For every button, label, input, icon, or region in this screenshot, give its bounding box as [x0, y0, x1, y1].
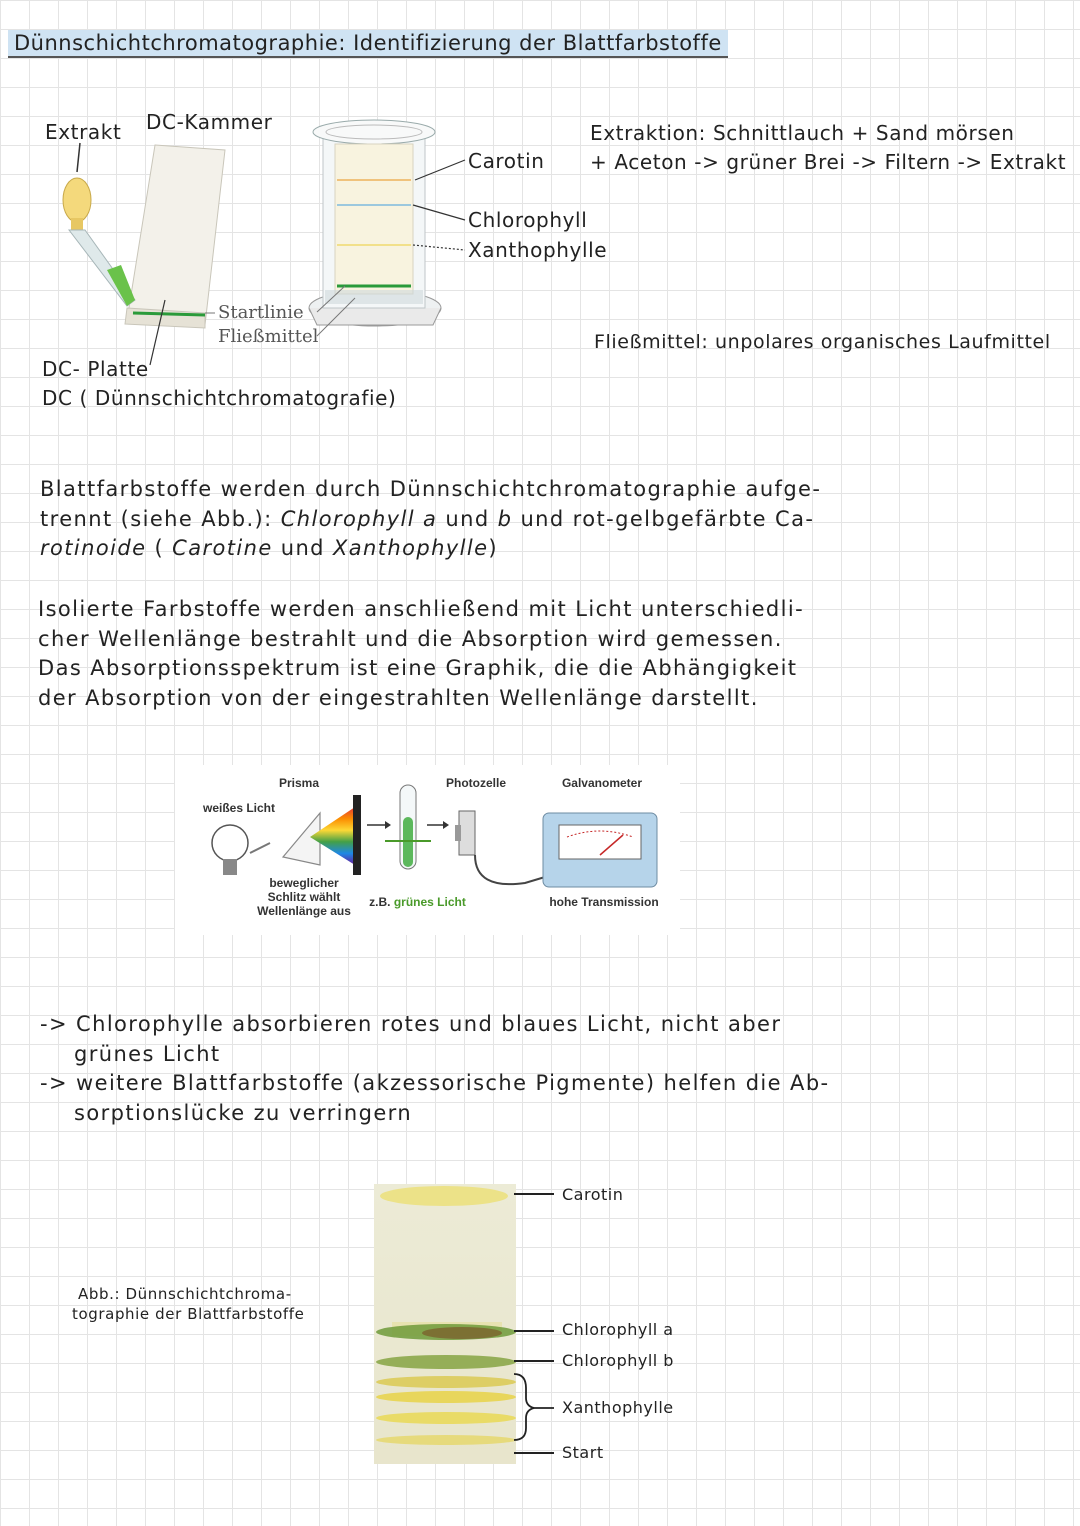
label-tlc-start: Start [562, 1443, 604, 1462]
bullet-1-line1: -> Chlorophylle absorbieren rotes und blaues Licht, nicht aber [40, 1012, 782, 1036]
label-dc-kammer: DC-Kammer [146, 110, 273, 134]
dc-chamber-illustration [55, 110, 475, 390]
label-prisma: Prisma [278, 776, 320, 790]
bullet-2-line2: sorptionslücke zu verringern [74, 1100, 413, 1125]
figure-caption: Abb.: Dünnschichtchroma- tographie der Blattfarbstoffe [72, 1285, 305, 1323]
label-chlorophyll: Chlorophyll [468, 208, 588, 232]
label-xanthophylle: Xanthophylle [468, 238, 608, 262]
bullet-1-line2: grünes Licht [74, 1041, 221, 1066]
paragraph-separation [40, 475, 860, 564]
label-tlc-xanthophylle: Xanthophylle [562, 1398, 674, 1417]
label-fliessmittel: Fließmittel [218, 326, 319, 347]
label-carotin: Carotin [468, 149, 545, 173]
note-extraktion-2: + Aceton -> grüner Brei -> Filtern -> Extrakt [590, 150, 1067, 174]
label-tlc-carotin: Carotin [562, 1185, 624, 1204]
label-dc-platte: DC- Platte [42, 357, 149, 381]
para2-line3: Das Absorptionsspektrum ist eine Graphik, die die Abhängigkeit [38, 656, 798, 680]
label-photozelle: Photozelle [445, 776, 506, 790]
bullet-list [40, 1010, 870, 1128]
note-extraktion-1: Extraktion: Schnittlauch + Sand mörsen [590, 121, 1015, 145]
label-galvanometer: Galvanometer [561, 776, 643, 790]
page-title: Dünnschichtchromatographie: Identifizierung der Blattfarbstoffe [8, 30, 728, 58]
label-tlc-chlorophyll-a: Chlorophyll a [562, 1320, 674, 1339]
label-dc-full: DC ( Dünnschichtchromatografie) [42, 386, 397, 410]
para2-line1: Isolierte Farbstoffe werden anschließend mit Licht unterschiedli- [38, 597, 805, 621]
label-gruenes-licht: z.B. grünes Licht [369, 895, 466, 909]
label-schlitz: beweglicher Schlitz wählt Wellenlänge aus [257, 876, 351, 918]
para2-line2: cher Wellenlänge bestrahlt und die Absorption wird gemessen. [38, 626, 783, 651]
label-weisses-licht: weißes Licht [202, 801, 276, 815]
label-tlc-chlorophyll-b: Chlorophyll b [562, 1351, 674, 1370]
label-extrakt: Extrakt [45, 120, 122, 144]
note-fliessmittel: Fließmittel: unpolares organisches Laufmittel [594, 331, 1051, 353]
paragraph-absorption [38, 595, 858, 713]
para2-line4: der Absorption von der eingestrahlten Wellenlänge darstellt. [38, 685, 759, 710]
para1-line2: trennt (siehe Abb.): Chlorophyll a und b und rot-gelbgefärbte Ca- [40, 506, 815, 531]
tlc-plate-photo [372, 1182, 562, 1467]
label-startlinie: Startlinie [218, 302, 304, 323]
para1-line1: Blattfarbstoffe werden durch Dünnschichtchromatographie aufge- [40, 477, 822, 501]
para1-line3: rotinoide ( Carotine und Xanthophylle) [40, 536, 498, 560]
bullet-2-line1: -> weitere Blattfarbstoffe (akzessorische Pigmente) helfen die Ab- [40, 1071, 830, 1095]
label-transmission: hohe Transmission [549, 895, 659, 909]
